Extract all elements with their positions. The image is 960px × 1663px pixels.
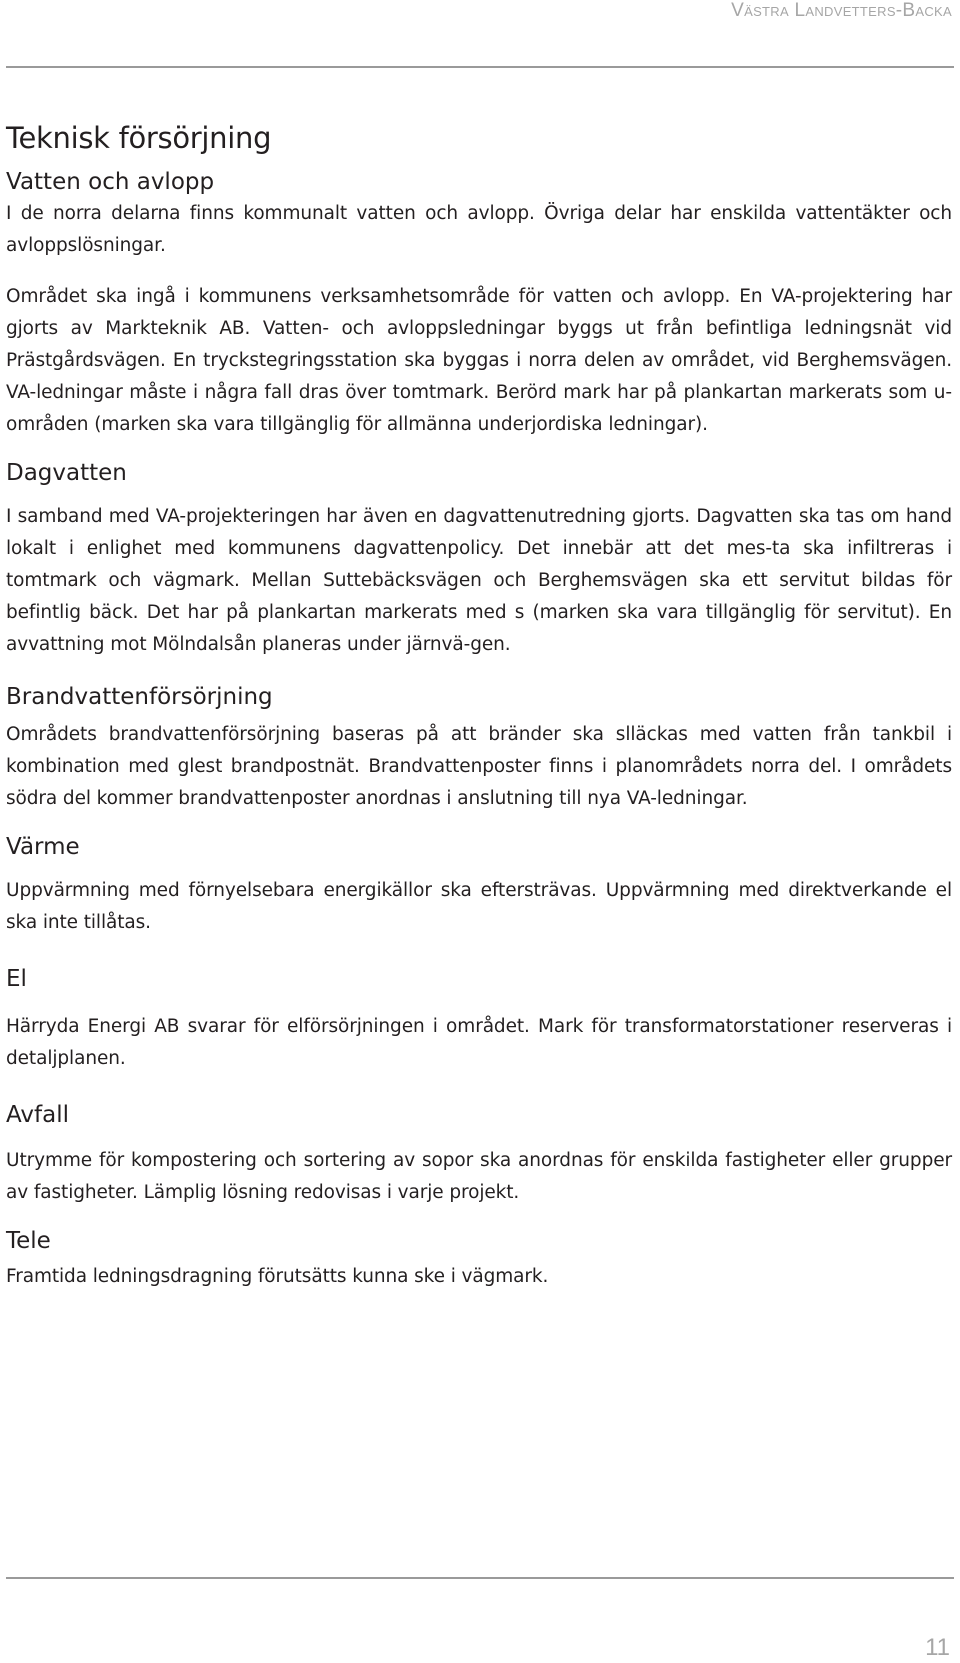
section-el xyxy=(6,963,952,1075)
section-heading: Avfall xyxy=(6,1102,69,1128)
section-paragraph: Uppvärmning med förnyelsebara energikällor ska eftersträvas. Uppvärmning med direktverkande el ska inte tillåtas. xyxy=(6,880,952,933)
footer-divider xyxy=(6,1577,954,1579)
section-heading: Brandvattenförsörjning xyxy=(6,684,273,710)
section-paragraph: Härryda Energi AB svarar för elförsörjningen i området. Mark för transformatorstationer reserveras i detaljplanen. xyxy=(6,1016,952,1069)
document-body xyxy=(6,118,952,1293)
section-paragraph: Framtida ledningsdragning förutsätts kunna ske i vägmark. xyxy=(6,1266,549,1287)
section-tele xyxy=(6,1225,952,1293)
section-dagvatten xyxy=(6,457,952,661)
section-heading: Dagvatten xyxy=(6,460,127,486)
section-paragraph: Utrymme för kompostering och sortering av sopor ska anordnas för enskilda fastigheter eller grupper av fastigheter. Lämplig lösning redovisas i varje projekt. xyxy=(6,1150,952,1203)
section-heading: El xyxy=(6,966,27,992)
page-number: 11 xyxy=(925,1634,950,1661)
section-heading: Tele xyxy=(6,1228,51,1254)
header-divider xyxy=(6,66,954,68)
section-avfall xyxy=(6,1099,952,1209)
section-vatten-och-avlopp xyxy=(6,166,952,441)
section-paragraph: Områdets brandvattenförsörjning baseras på att bränder ska slläckas med vatten från tankbil i kombination med glest brandpostnät. Brandvattenposter finns i planområdets norra del. I områdets södra del kommer brandvattenposter anordnas i anslutning till nya VA-ledningar. xyxy=(6,724,952,809)
section-paragraph: I samband med VA-projekteringen har även en dagvattenutredning gjorts. Dagvatten ska tas om hand lokalt i enlighet med kommunens dagvattenpolicy. Det innebär att det mes-ta ska infiltreras i tomtmark och vägmark. Mellan Suttebäcksvägen och Berghemsvägen ska ett servitut bildas för befintlig bäck. Det har på plankartan markerats med s (marken ska vara tillgänglig för servitut). En avvattning mot Mölndalsån planeras under järnvä-gen. xyxy=(6,506,952,655)
document-running-title: Västra Landvetters-Backa xyxy=(731,0,952,21)
section-heading: Värme xyxy=(6,834,80,860)
section-brandvattenforsorjning xyxy=(6,681,952,815)
section-varme xyxy=(6,831,952,939)
page-title: Teknisk försörjning xyxy=(6,121,272,155)
section-paragraph: Området ska ingå i kommunens verksamhetsområde för vatten och avlopp. En VA-projektering har gjorts av Markteknik AB. Vatten- och avloppsledningar byggs ut från befintliga ledningsnät vid Prästgårdsvägen. En tryckstegringsstation ska byggas i norra delen av området, vid Berghemsvägen. VA-ledningar måste i några fall dras över tomtmark. Berörd mark har på plankartan markerats som u-områden (marken ska vara tillgänglig för allmänna underjordiska ledningar). xyxy=(6,286,952,435)
section-heading: Vatten och avlopp xyxy=(6,169,215,195)
section-paragraph: I de norra delarna finns kommunalt vatten och avlopp. Övriga delar har enskilda vattentäkter och avloppslösningar. xyxy=(6,203,952,256)
page-header xyxy=(0,0,960,70)
